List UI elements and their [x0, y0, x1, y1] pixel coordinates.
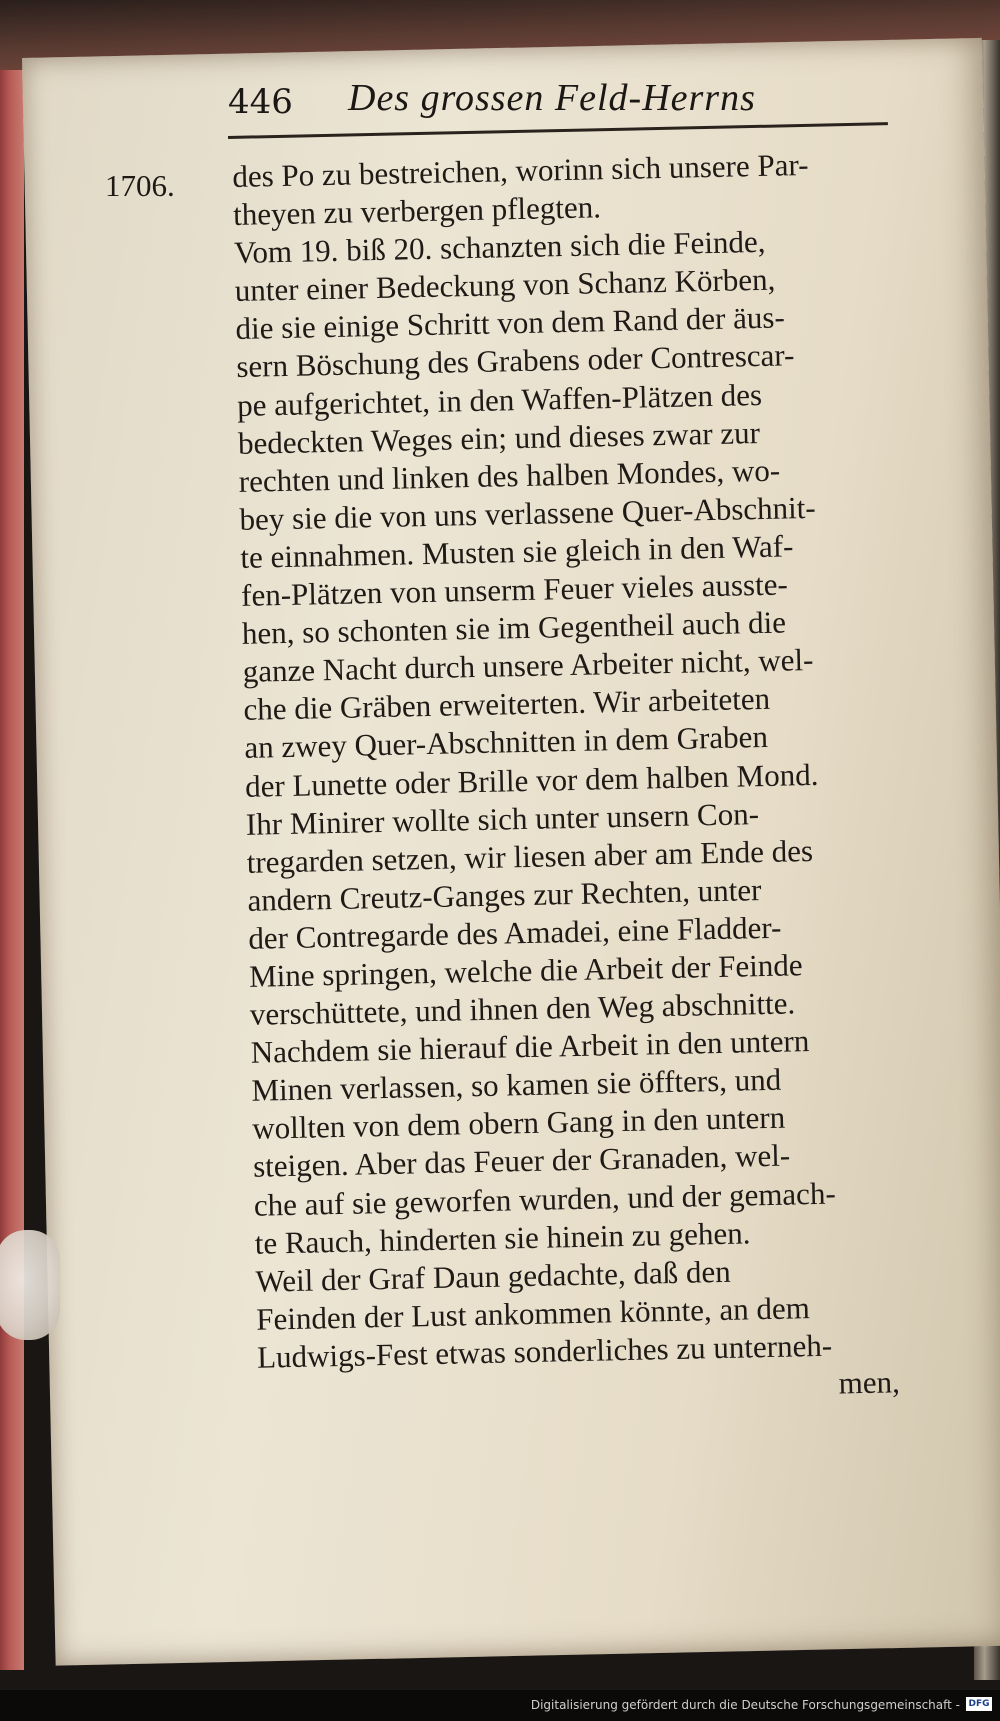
body-text	[232, 144, 908, 1414]
text-line: der Contregarde des Amadei, eine Fladder-	[247, 909, 782, 956]
text-line: theyen zu verbergen pflegten.	[232, 189, 602, 233]
text-line: Nachdem sie hierauf die Arbeit in den untern	[250, 1023, 810, 1070]
margin-year: 1706.	[105, 168, 175, 203]
text-line: sern Böschung des Grabens oder Contrescar-	[236, 337, 795, 385]
page-number: 446	[228, 82, 293, 122]
text-line: des Po zu bestreichen, worinn sich unsere Par-	[232, 146, 809, 194]
text-line: rechten und linken des halben Mondes, wo-	[238, 452, 781, 499]
text-line: andern Creutz-Ganges zur Rechten, unter	[247, 871, 762, 918]
thumb	[0, 1230, 60, 1340]
footer-credit: Digitalisierung gefördert durch die Deutsche Forschungsgemeinschaft -	[530, 1698, 960, 1712]
text-line: unter einer Bedeckung von Schanz Körben,	[234, 261, 776, 309]
text-line: wollten von dem obern Gang in den untern	[251, 1099, 786, 1147]
text-line: ganze Nacht durch unsere Arbeiter nicht, wel-	[242, 642, 814, 690]
text-line: Ihr Minirer wollte sich unter unsern Con-	[245, 795, 760, 842]
text-line: men,	[838, 1364, 901, 1401]
text-line: pe aufgerichtet, in den Waffen-Plätzen des	[236, 376, 763, 423]
text-line: bedeckten Weges ein; und dieses zwar zur	[237, 414, 761, 461]
text-line: hen, so schonten sie im Gegentheil auch die	[241, 604, 787, 652]
page-edge-red	[0, 70, 24, 1670]
text-line: verschüttete, und ihnen den Weg abschnitte.	[249, 985, 796, 1032]
text-line: tregarden setzen, wir liesen aber am Ende des	[246, 832, 814, 880]
text-line: an zwey Quer-Abschnitten in dem Graben	[243, 719, 769, 766]
text-line: che die Gräben erweiterten. Wir arbeiteten	[243, 681, 771, 728]
text-line: Vom 19. biß 20. schanzten sich die Feinde,	[233, 224, 766, 271]
dfg-logo: DFG	[966, 1697, 992, 1711]
text-line: te einnahmen. Musten sie gleich in den Waf-	[239, 528, 794, 575]
running-title: Des grossen Feld-Herrns	[348, 77, 756, 119]
text-line: steigen. Aber das Feuer der Granaden, wel-	[252, 1137, 791, 1185]
text-line: die sie einige Schritt von dem Rand der äus-	[235, 299, 786, 347]
text-line: fen-Plätzen von unserm Feuer vieles ausste-	[240, 566, 789, 613]
text-line: Ludwigs-Fest etwas sonderliches zu unterneh-	[256, 1327, 833, 1375]
text-line: der Lunette oder Brille vor dem halben Mond.	[244, 756, 819, 804]
text-line: Minen verlassen, so kamen sie öffters, und	[251, 1061, 782, 1109]
text-line: Feinden der Lust ankommen könnte, an dem	[255, 1289, 811, 1337]
text-line: Mine springen, welche die Arbeit der Feinde	[248, 947, 803, 994]
text-line: che auf sie geworfen wurden, und der gemach-	[253, 1175, 837, 1223]
page-header	[228, 72, 868, 126]
text-line: te Rauch, hinderten sie hinein zu gehen.	[254, 1215, 751, 1261]
text-line: Weil der Graf Daun gedachte, daß den	[255, 1253, 731, 1299]
text-line: bey sie die von uns verlassene Quer-Abschnit-	[239, 489, 816, 537]
